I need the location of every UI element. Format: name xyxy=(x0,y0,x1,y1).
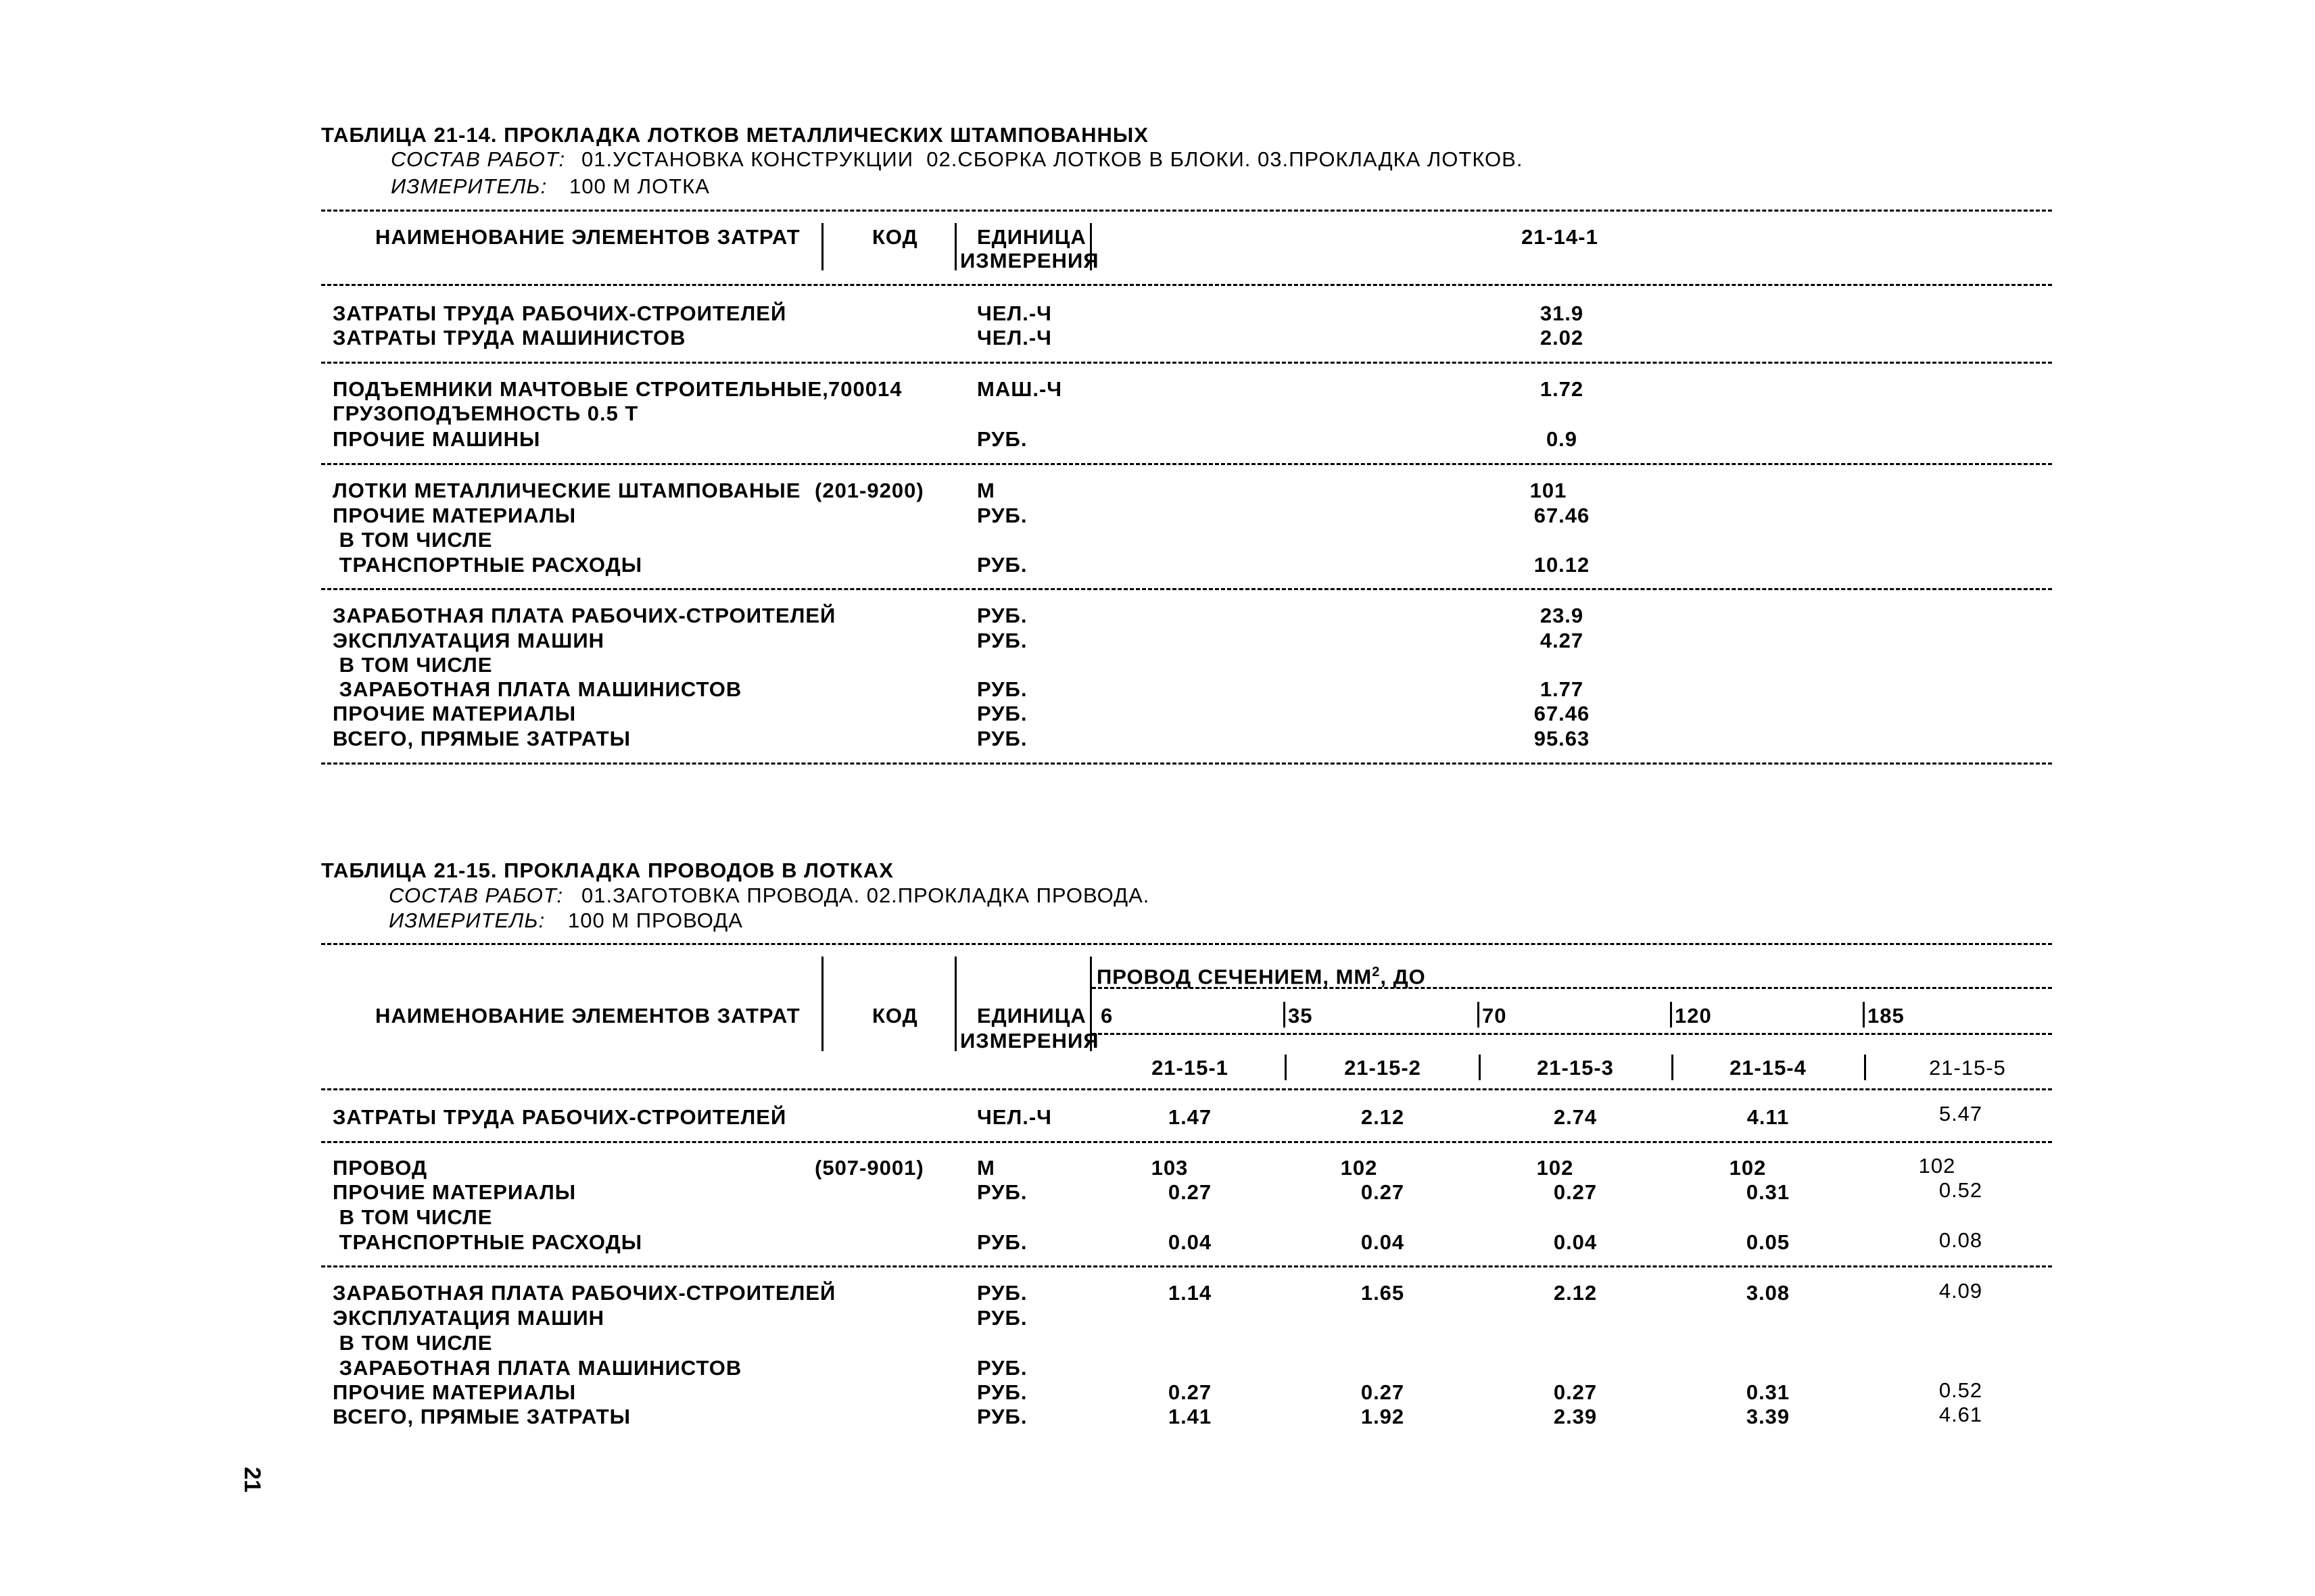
row-value: 103 xyxy=(1151,1156,1189,1180)
row-name: ЭКСПЛУАТАЦИЯ МАШИН xyxy=(333,629,605,652)
row-name: ЗАРАБОТНАЯ ПЛАТА РАБОЧИХ-СТРОИТЕЛЕЙ xyxy=(333,604,836,627)
row-value: 0.27 xyxy=(1360,1380,1405,1404)
row-value: 1.92 xyxy=(1360,1405,1405,1428)
header-group xyxy=(1097,960,1426,989)
row-value: 4.27 xyxy=(1540,629,1584,652)
row-unit: РУБ. xyxy=(977,1380,1028,1404)
column-separator xyxy=(1090,223,1092,270)
divider xyxy=(321,1141,2052,1143)
header-code: КОД xyxy=(872,1004,918,1027)
row-value: 5.47 xyxy=(1938,1102,1983,1126)
header-column: 21-15-3 xyxy=(1537,1056,1614,1080)
divider xyxy=(321,588,2052,590)
row-value: 0.52 xyxy=(1938,1178,1983,1202)
column-separator xyxy=(1283,1002,1285,1027)
row-value: 67.46 xyxy=(1533,702,1590,725)
header-section: 70 xyxy=(1482,1004,1507,1027)
column-separator xyxy=(955,957,957,1051)
row-name: В ТОМ ЧИСЛЕ xyxy=(333,653,493,677)
row-unit: МАШ.-Ч xyxy=(977,377,1063,401)
header-unit-line2: ИЗМЕРЕНИЯ xyxy=(960,1029,1099,1053)
divider xyxy=(321,362,2052,364)
row-value: 1.41 xyxy=(1168,1405,1212,1428)
column-separator xyxy=(1863,1002,1865,1027)
row-unit: РУБ. xyxy=(977,1356,1028,1380)
row-unit: М xyxy=(977,479,995,502)
row-value: 2.39 xyxy=(1553,1405,1598,1428)
row-name: ЗАТРАТЫ ТРУДА РАБОЧИХ-СТРОИТЕЛЕЙ xyxy=(333,1105,787,1129)
row-name: ПРОЧИЕ МАШИНЫ xyxy=(333,427,541,451)
row-name: ВСЕГО, ПРЯМЫЕ ЗАТРАТЫ xyxy=(333,727,631,750)
row-unit: РУБ. xyxy=(977,604,1028,627)
row-name: ПРОЧИЕ МАТЕРИАЛЫ xyxy=(333,702,577,725)
row-value: 102 xyxy=(1729,1156,1767,1180)
row-value: 0.27 xyxy=(1553,1380,1598,1404)
row-value: 0.9 xyxy=(1546,427,1578,451)
header-column: 21-14-1 xyxy=(1521,225,1598,249)
row-value: 67.46 xyxy=(1533,504,1590,527)
column-separator xyxy=(955,223,957,270)
measure-label: ИЗМЕРИТЕЛЬ: xyxy=(389,909,546,932)
row-value: 1.47 xyxy=(1168,1105,1212,1129)
row-name: ЗАРАБОТНАЯ ПЛАТА МАШИНИСТОВ xyxy=(333,677,742,701)
measure-label: ИЗМЕРИТЕЛЬ: xyxy=(391,174,548,198)
row-code: (507-9001) xyxy=(815,1156,924,1180)
row-value: 0.08 xyxy=(1938,1228,1983,1252)
column-separator xyxy=(1670,1002,1672,1027)
row-value: 0.27 xyxy=(1553,1180,1598,1204)
row-unit: ЧЕЛ.-Ч xyxy=(977,301,1052,325)
table-title: ТАБЛИЦА 21-14. ПРОКЛАДКА ЛОТКОВ МЕТАЛЛИЧЕСКИХ ШТАМПОВАННЫХ xyxy=(321,123,1149,147)
row-value: 2.74 xyxy=(1553,1105,1598,1129)
work-label: СОСТАВ РАБОТ: xyxy=(389,884,564,907)
column-separator xyxy=(1477,1002,1479,1027)
row-value: 0.27 xyxy=(1168,1380,1212,1404)
row-value: 0.27 xyxy=(1360,1180,1405,1204)
row-value: 0.04 xyxy=(1360,1230,1405,1254)
row-value: 0.05 xyxy=(1746,1230,1790,1254)
row-name: ПРОЧИЕ МАТЕРИАЛЫ xyxy=(333,1180,577,1204)
row-unit: РУБ. xyxy=(977,1230,1028,1254)
measure-text: 100 М ПРОВОДА xyxy=(568,909,743,932)
divider xyxy=(1092,987,2052,989)
row-name: В ТОМ ЧИСЛЕ xyxy=(333,1205,493,1229)
row-name: ТРАНСПОРТНЫЕ РАСХОДЫ xyxy=(333,1230,643,1254)
row-unit: РУБ. xyxy=(977,504,1028,527)
row-name: ПРОВОД xyxy=(333,1156,428,1180)
row-unit: РУБ. xyxy=(977,427,1028,451)
row-unit: РУБ. xyxy=(977,702,1028,725)
row-value: 4.09 xyxy=(1938,1279,1983,1303)
row-value: 102 xyxy=(1918,1154,1956,1178)
row-unit: М xyxy=(977,1156,995,1180)
row-value: 0.52 xyxy=(1938,1378,1983,1402)
work-text: 01.УСТАНОВКА КОНСТРУКЦИИ 02.СБОРКА ЛОТКОВ В БЛОКИ. 03.ПРОКЛАДКА ЛОТКОВ. xyxy=(581,147,1523,171)
row-value: 10.12 xyxy=(1533,553,1590,577)
row-value: 0.04 xyxy=(1553,1230,1598,1254)
header-section: 35 xyxy=(1288,1004,1313,1027)
page-number: 21 xyxy=(239,1467,265,1493)
measure-text: 100 М ЛОТКА xyxy=(569,174,710,198)
divider xyxy=(321,1265,2052,1267)
header-column: 21-15-4 xyxy=(1729,1056,1807,1080)
header-unit-line2: ИЗМЕРЕНИЯ xyxy=(960,249,1099,272)
row-value: 4.61 xyxy=(1938,1403,1983,1426)
row-name: ВСЕГО, ПРЯМЫЕ ЗАТРАТЫ xyxy=(333,1405,631,1428)
row-value: 102 xyxy=(1340,1156,1378,1180)
header-group-suffix: , ДО xyxy=(1380,965,1426,989)
table-title: ТАБЛИЦА 21-15. ПРОКЛАДКА ПРОВОДОВ В ЛОТКАХ xyxy=(321,859,894,882)
row-value: 2.02 xyxy=(1540,326,1584,349)
row-value: 1.65 xyxy=(1360,1281,1405,1305)
row-name: ПРОЧИЕ МАТЕРИАЛЫ xyxy=(333,1380,577,1404)
row-unit: РУБ. xyxy=(977,1180,1028,1204)
row-name: ТРАНСПОРТНЫЕ РАСХОДЫ xyxy=(333,553,643,577)
row-value: 3.08 xyxy=(1746,1281,1790,1305)
divider xyxy=(321,284,2052,286)
header-section: 120 xyxy=(1675,1004,1712,1027)
divider xyxy=(321,210,2052,212)
row-name: ГРУЗОПОДЪЕМНОСТЬ 0.5 Т xyxy=(333,402,639,425)
row-unit: ЧЕЛ.-Ч xyxy=(977,326,1052,349)
row-value: 2.12 xyxy=(1553,1281,1598,1305)
row-value: 0.31 xyxy=(1746,1180,1790,1204)
row-name: ЗАТРАТЫ ТРУДА МАШИНИСТОВ xyxy=(333,326,686,349)
row-value: 95.63 xyxy=(1533,727,1590,750)
header-unit-line1: ЕДИНИЦА xyxy=(977,1004,1087,1027)
row-value: 1.14 xyxy=(1168,1281,1212,1305)
header-column: 21-15-1 xyxy=(1151,1056,1228,1080)
column-separator xyxy=(821,957,824,1051)
header-column: 21-15-2 xyxy=(1344,1056,1421,1080)
row-value: 101 xyxy=(1529,479,1567,502)
header-section: 6 xyxy=(1101,1004,1114,1027)
header-unit-line1: ЕДИНИЦА xyxy=(977,225,1087,249)
row-value: 0.31 xyxy=(1746,1380,1790,1404)
divider xyxy=(321,763,2052,765)
row-unit: РУБ. xyxy=(977,1306,1028,1330)
divider xyxy=(321,943,2052,945)
row-unit: РУБ. xyxy=(977,1405,1028,1428)
row-value: 1.72 xyxy=(1540,377,1584,401)
header-section: 185 xyxy=(1867,1004,1905,1027)
row-name: ЗАРАБОТНАЯ ПЛАТА МАШИНИСТОВ xyxy=(333,1356,742,1380)
row-unit: РУБ. xyxy=(977,727,1028,750)
row-code: (201-9200) xyxy=(815,479,924,502)
column-separator xyxy=(1479,1055,1481,1080)
row-name: ПОДЪЕМНИКИ МАЧТОВЫЕ СТРОИТЕЛЬНЫЕ, xyxy=(333,377,829,401)
row-unit: РУБ. xyxy=(977,629,1028,652)
column-separator xyxy=(1864,1055,1866,1080)
header-group-prefix: ПРОВОД СЕЧЕНИЕМ, ММ xyxy=(1097,965,1373,989)
header-name: НАИМЕНОВАНИЕ ЭЛЕМЕНТОВ ЗАТРАТ xyxy=(375,225,801,249)
divider xyxy=(321,1088,2052,1090)
row-value: 0.27 xyxy=(1168,1180,1212,1204)
row-unit: РУБ. xyxy=(977,1281,1028,1305)
divider xyxy=(1092,1033,2052,1035)
header-code: КОД xyxy=(872,225,918,249)
row-name: ЗАРАБОТНАЯ ПЛАТА РАБОЧИХ-СТРОИТЕЛЕЙ xyxy=(333,1281,836,1305)
row-value: 31.9 xyxy=(1540,301,1584,325)
row-name: ПРОЧИЕ МАТЕРИАЛЫ xyxy=(333,504,577,527)
row-name: ЭКСПЛУАТАЦИЯ МАШИН xyxy=(333,1306,605,1330)
work-text: 01.ЗАГОТОВКА ПРОВОДА. 02.ПРОКЛАДКА ПРОВОДА. xyxy=(581,884,1150,907)
row-unit: РУБ. xyxy=(977,553,1028,577)
row-value: 4.11 xyxy=(1746,1105,1790,1129)
header-name: НАИМЕНОВАНИЕ ЭЛЕМЕНТОВ ЗАТРАТ xyxy=(375,1004,801,1027)
header-column: 21-15-5 xyxy=(1929,1056,2006,1080)
row-unit: РУБ. xyxy=(977,677,1028,701)
column-separator xyxy=(821,223,824,270)
row-name: В ТОМ ЧИСЛЕ xyxy=(333,528,493,552)
row-value: 0.04 xyxy=(1168,1230,1212,1254)
row-value: 23.9 xyxy=(1540,604,1584,627)
column-separator xyxy=(1671,1055,1673,1080)
table-21-15 xyxy=(0,852,2315,1494)
divider xyxy=(321,463,2052,465)
row-value: 3.39 xyxy=(1746,1405,1790,1428)
column-separator xyxy=(1285,1055,1287,1080)
row-value: 2.12 xyxy=(1360,1105,1405,1129)
work-label: СОСТАВ РАБОТ: xyxy=(391,147,566,171)
row-name: ЛОТКИ МЕТАЛЛИЧЕСКИЕ ШТАМПОВАНЫЕ xyxy=(333,479,801,502)
row-unit: ЧЕЛ.-Ч xyxy=(977,1105,1052,1129)
row-value: 1.77 xyxy=(1540,677,1584,701)
row-name: ЗАТРАТЫ ТРУДА РАБОЧИХ-СТРОИТЕЛЕЙ xyxy=(333,301,787,325)
row-code: 700014 xyxy=(828,377,903,401)
row-value: 102 xyxy=(1536,1156,1574,1180)
header-group-sup: 2 xyxy=(1372,965,1381,980)
row-name: В ТОМ ЧИСЛЕ xyxy=(333,1331,493,1355)
